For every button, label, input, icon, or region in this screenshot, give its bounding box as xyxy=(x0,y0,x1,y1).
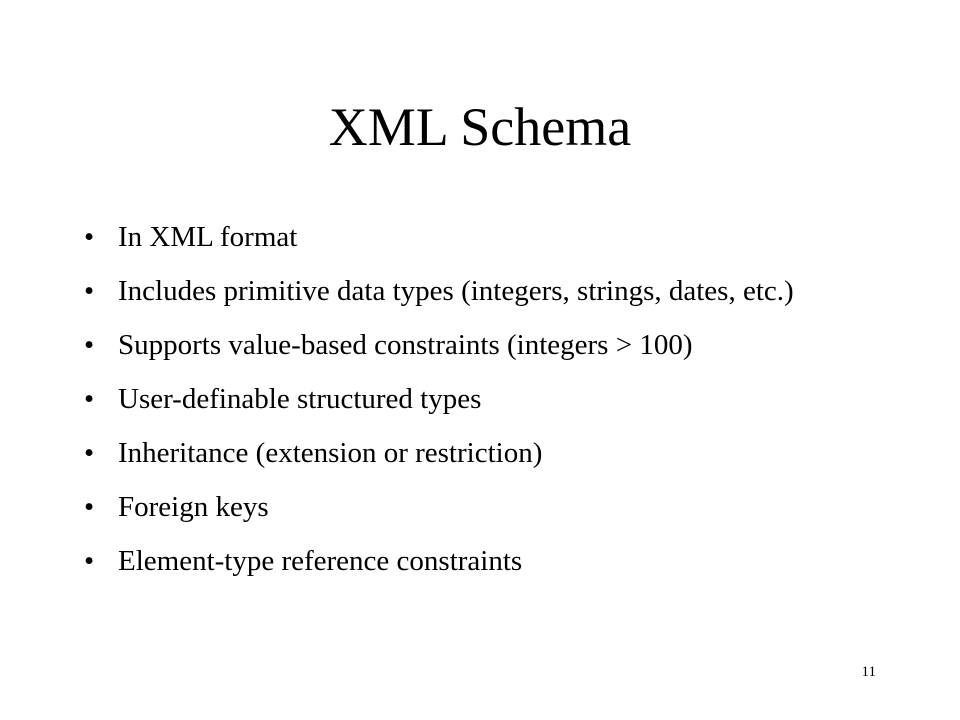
bullet-dot-icon: • xyxy=(84,275,95,307)
bullet-item xyxy=(80,488,880,526)
page-number: 11 xyxy=(861,664,876,680)
bullet-item xyxy=(80,380,880,418)
bullet-text: In XML format xyxy=(118,221,298,253)
bullet-list xyxy=(80,218,880,596)
bullet-text: Supports value-based constraints (integers > 100) xyxy=(118,329,693,361)
bullet-text: Inheritance (extension or restriction) xyxy=(118,437,543,469)
bullet-item xyxy=(80,542,880,580)
bullet-text: Includes primitive data types (integers, strings, dates, etc.) xyxy=(118,275,794,307)
bullet-dot-icon: • xyxy=(84,221,95,253)
bullet-item xyxy=(80,434,880,472)
bullet-item xyxy=(80,218,880,256)
bullet-item xyxy=(80,326,880,364)
bullet-text: Element-type reference constraints xyxy=(118,545,523,577)
slide-title: XML Schema xyxy=(328,97,632,157)
bullet-dot-icon: • xyxy=(84,491,95,523)
bullet-dot-icon: • xyxy=(84,437,95,469)
bullet-dot-icon: • xyxy=(84,383,95,415)
bullet-text: User-definable structured types xyxy=(118,383,482,415)
bullet-dot-icon: • xyxy=(84,545,95,577)
bullet-item xyxy=(80,272,880,310)
bullet-text: Foreign keys xyxy=(118,491,269,523)
bullet-dot-icon: • xyxy=(84,329,95,361)
